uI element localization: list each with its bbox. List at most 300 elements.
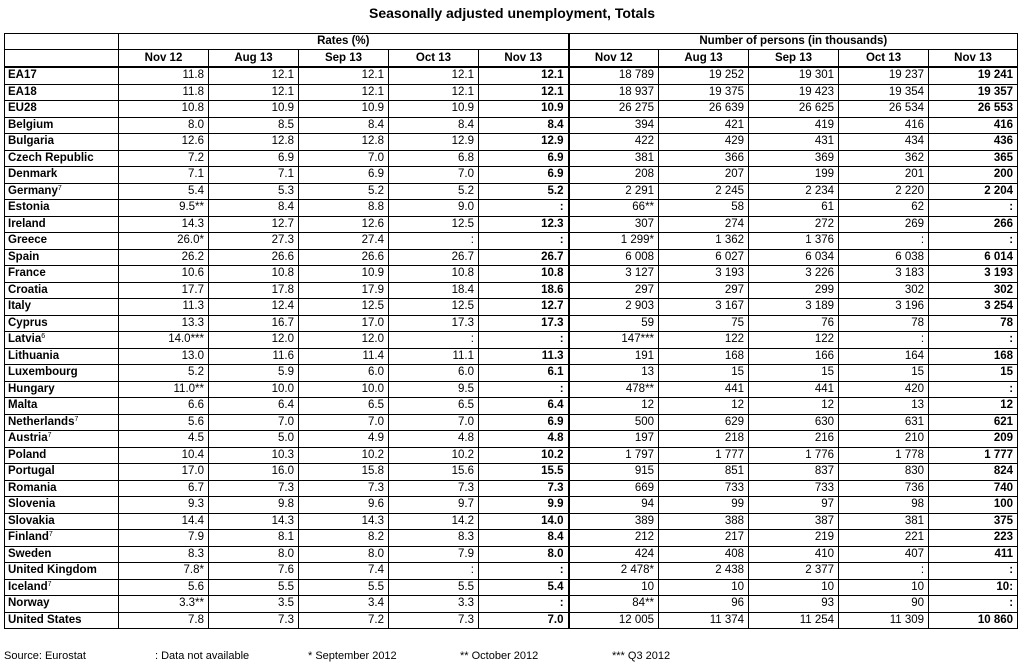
rate-cell: 3.4 [299, 596, 389, 613]
rate-cell: 10.2 [299, 447, 389, 464]
rate-cell: 17.9 [299, 282, 389, 299]
rate-cell: 12.5 [389, 299, 479, 316]
rate-cell: 4.8 [479, 431, 569, 448]
persons-cell: 421 [659, 117, 749, 134]
country-name: EA18 [8, 85, 37, 98]
country-cell [5, 612, 119, 629]
persons-period-header: Aug 13 [659, 50, 749, 68]
rate-cell: 5.6 [119, 579, 209, 596]
rate-cell: 7.1 [119, 167, 209, 184]
persons-cell: 75 [659, 315, 749, 332]
country-cell [5, 282, 119, 299]
rate-cell: 6.7 [119, 480, 209, 497]
country-name: Spain [8, 250, 40, 263]
rate-cell: 12.5 [299, 299, 389, 316]
rate-cell: 12.8 [209, 134, 299, 151]
persons-cell: 362 [839, 150, 929, 167]
country-cell [5, 332, 119, 349]
persons-cell: 297 [569, 282, 659, 299]
persons-cell: 434 [839, 134, 929, 151]
rate-cell: 8.4 [479, 117, 569, 134]
persons-cell: 201 [839, 167, 929, 184]
rate-cell: 11.4 [299, 348, 389, 365]
persons-cell: 12 [749, 398, 839, 415]
persons-cell: 429 [659, 134, 749, 151]
footnotes [4, 650, 1017, 666]
country-cell [5, 84, 119, 101]
table-row [5, 348, 1018, 365]
persons-cell: 10 860 [929, 612, 1018, 629]
persons-period-header: Nov 12 [569, 50, 659, 68]
persons-cell: 18 789 [569, 67, 659, 84]
persons-cell: 200 [929, 167, 1018, 184]
rate-cell: 10.2 [389, 447, 479, 464]
country-name: Latvia [8, 333, 42, 346]
persons-cell: 1 299* [569, 233, 659, 250]
persons-cell: 221 [839, 530, 929, 547]
rate-cell: 7.3 [299, 480, 389, 497]
rate-cell: 6.0 [299, 365, 389, 382]
persons-cell: 223 [929, 530, 1018, 547]
persons-cell: 217 [659, 530, 749, 547]
rate-cell: 12.0 [209, 332, 299, 349]
header-corner [5, 34, 119, 50]
rate-cell: : [479, 332, 569, 349]
table-row [5, 84, 1018, 101]
country-name: Slovakia [8, 514, 55, 527]
rate-cell: 27.4 [299, 233, 389, 250]
persons-cell: 381 [839, 513, 929, 530]
rate-cell: 7.0 [389, 167, 479, 184]
country-name: Greece [8, 234, 48, 247]
persons-cell: 2 478* [569, 563, 659, 580]
country-cell [5, 101, 119, 118]
persons-cell: 407 [839, 546, 929, 563]
table-row [5, 513, 1018, 530]
rate-cell: 5.2 [299, 183, 389, 200]
persons-cell: 408 [659, 546, 749, 563]
rate-cell: 6.9 [209, 150, 299, 167]
rate-cell: 10.0 [209, 381, 299, 398]
rate-cell: 11.8 [119, 67, 209, 84]
country-footnote-marker: 7 [47, 580, 52, 588]
rate-cell: 7.3 [209, 480, 299, 497]
country-cell [5, 216, 119, 233]
rate-cell: 13.3 [119, 315, 209, 332]
table-row [5, 365, 1018, 382]
country-footnote-marker: 7 [47, 432, 52, 440]
persons-cell: 78 [929, 315, 1018, 332]
country-cell [5, 579, 119, 596]
persons-cell: 219 [749, 530, 839, 547]
persons-cell: 13 [569, 365, 659, 382]
persons-cell: 19 241 [929, 67, 1018, 84]
persons-period-header: Nov 13 [929, 50, 1018, 68]
persons-cell: 59 [569, 315, 659, 332]
rate-cell: 11.6 [209, 348, 299, 365]
rate-cell: 5.9 [209, 365, 299, 382]
table-row [5, 480, 1018, 497]
rate-cell: 4.8 [389, 431, 479, 448]
persons-cell: 216 [749, 431, 839, 448]
persons-cell: 274 [659, 216, 749, 233]
table-row [5, 414, 1018, 431]
rate-cell: 26.0* [119, 233, 209, 250]
rate-cell: 5.2 [479, 183, 569, 200]
persons-cell: 19 301 [749, 67, 839, 84]
persons-cell: 10: [929, 579, 1018, 596]
rate-cell: 8.0 [209, 546, 299, 563]
persons-cell: 621 [929, 414, 1018, 431]
country-name: Sweden [8, 547, 52, 560]
country-cell [5, 464, 119, 481]
table-row [5, 563, 1018, 580]
rate-cell: 7.8* [119, 563, 209, 580]
rate-cell: 14.3 [299, 513, 389, 530]
rate-cell: 10.3 [209, 447, 299, 464]
rate-cell: 8.4 [389, 117, 479, 134]
persons-cell: : [839, 332, 929, 349]
rate-cell: 27.3 [209, 233, 299, 250]
persons-cell: 424 [569, 546, 659, 563]
country-cell [5, 233, 119, 250]
rate-cell: : [479, 381, 569, 398]
persons-cell: : [839, 233, 929, 250]
rate-cell: 5.0 [209, 431, 299, 448]
table-row [5, 266, 1018, 283]
persons-cell: 736 [839, 480, 929, 497]
country-name: United Kingdom [8, 564, 97, 577]
persons-cell: 3 183 [839, 266, 929, 283]
rate-cell: 6.6 [119, 398, 209, 415]
persons-cell: 6 027 [659, 249, 749, 266]
persons-cell: 90 [839, 596, 929, 613]
persons-cell: 1 776 [749, 447, 839, 464]
persons-cell: 2 438 [659, 563, 749, 580]
rates-header: Rates (%) [119, 34, 569, 50]
persons-cell: 369 [749, 150, 839, 167]
rate-cell: 11.1 [389, 348, 479, 365]
table-title: Seasonally adjusted unemployment, Totals [368, 5, 656, 21]
persons-cell: 26 625 [749, 101, 839, 118]
rate-cell: 12.6 [119, 134, 209, 151]
country-cell [5, 365, 119, 382]
persons-cell: : [929, 200, 1018, 217]
rate-cell: 8.1 [209, 530, 299, 547]
persons-cell: 394 [569, 117, 659, 134]
persons-cell: 6 038 [839, 249, 929, 266]
country-name: EA17 [8, 69, 37, 82]
rate-cell: 9.6 [299, 497, 389, 514]
country-cell [5, 513, 119, 530]
rate-cell: 6.4 [209, 398, 299, 415]
rate-cell: 8.8 [299, 200, 389, 217]
rate-cell: 7.4 [299, 563, 389, 580]
persons-period-header: Sep 13 [749, 50, 839, 68]
persons-cell: 10 [749, 579, 839, 596]
rate-cell: 11.3 [119, 299, 209, 316]
rate-period-header: Oct 13 [389, 50, 479, 68]
period-header-row [5, 50, 1018, 68]
persons-cell: 208 [569, 167, 659, 184]
rate-cell: 26.2 [119, 249, 209, 266]
persons-cell: : [929, 233, 1018, 250]
persons-cell: : [929, 332, 1018, 349]
rate-cell: 9.5 [389, 381, 479, 398]
country-cell [5, 266, 119, 283]
persons-cell: 122 [749, 332, 839, 349]
country-name: Germany [8, 184, 58, 197]
rate-cell: 17.8 [209, 282, 299, 299]
persons-cell: 99 [659, 497, 749, 514]
rate-cell: 12.1 [209, 67, 299, 84]
persons-cell: 3 193 [659, 266, 749, 283]
country-name: Ireland [8, 217, 46, 230]
country-cell [5, 150, 119, 167]
persons-cell: 630 [749, 414, 839, 431]
persons-cell: 2 204 [929, 183, 1018, 200]
rate-cell: 5.4 [479, 579, 569, 596]
persons-cell: 19 252 [659, 67, 749, 84]
persons-cell: 6 034 [749, 249, 839, 266]
persons-cell: 3 189 [749, 299, 839, 316]
persons-cell: 61 [749, 200, 839, 217]
country-cell [5, 596, 119, 613]
country-cell [5, 480, 119, 497]
persons-cell: 19 375 [659, 84, 749, 101]
table-row [5, 183, 1018, 200]
persons-cell: 98 [839, 497, 929, 514]
table-row [5, 612, 1018, 629]
rate-cell: 12.1 [389, 67, 479, 84]
rate-cell: 3.3** [119, 596, 209, 613]
table-row [5, 101, 1018, 118]
rate-period-header: Sep 13 [299, 50, 389, 68]
rate-cell: 5.2 [389, 183, 479, 200]
persons-cell: 199 [749, 167, 839, 184]
persons-cell: 19 423 [749, 84, 839, 101]
rate-cell: 11.3 [479, 348, 569, 365]
rate-cell: 14.3 [119, 216, 209, 233]
table-row [5, 398, 1018, 415]
rate-cell: 6.5 [389, 398, 479, 415]
rate-cell: 12.1 [209, 84, 299, 101]
persons-cell: 26 275 [569, 101, 659, 118]
persons-cell: 15 [659, 365, 749, 382]
rate-cell: 26.7 [389, 249, 479, 266]
persons-cell: 411 [929, 546, 1018, 563]
country-cell [5, 447, 119, 464]
rate-cell: 7.2 [299, 612, 389, 629]
persons-cell: 915 [569, 464, 659, 481]
persons-cell: 2 220 [839, 183, 929, 200]
rate-cell: 9.3 [119, 497, 209, 514]
table-row [5, 381, 1018, 398]
persons-cell: 375 [929, 513, 1018, 530]
rate-cell: 12.8 [299, 134, 389, 151]
persons-cell: 6 014 [929, 249, 1018, 266]
persons-cell: 19 357 [929, 84, 1018, 101]
rate-cell: 11.8 [119, 84, 209, 101]
footnote-double-star: ** October 2012 [460, 650, 539, 662]
persons-cell: 19 237 [839, 67, 929, 84]
persons-cell: 15 [749, 365, 839, 382]
rate-cell: 10.9 [209, 101, 299, 118]
persons-cell: 10 [659, 579, 749, 596]
persons-header: Number of persons (in thousands) [569, 34, 1018, 50]
country-cell [5, 381, 119, 398]
rate-cell: 18.6 [479, 282, 569, 299]
rate-cell: 8.0 [119, 117, 209, 134]
persons-cell: 147*** [569, 332, 659, 349]
persons-cell: 1 376 [749, 233, 839, 250]
persons-cell: 1 777 [659, 447, 749, 464]
rate-cell: : [479, 200, 569, 217]
country-name: Iceland [8, 580, 48, 593]
country-cell [5, 167, 119, 184]
rate-cell: 12.5 [389, 216, 479, 233]
persons-cell: 733 [659, 480, 749, 497]
rate-period-header: Nov 12 [119, 50, 209, 68]
rate-period-header: Aug 13 [209, 50, 299, 68]
rate-cell: 7.9 [389, 546, 479, 563]
table-row [5, 67, 1018, 84]
rate-cell: 7.0 [209, 414, 299, 431]
country-name: Poland [8, 448, 47, 461]
rate-cell: 18.4 [389, 282, 479, 299]
table-row [5, 332, 1018, 349]
persons-cell: 207 [659, 167, 749, 184]
country-cell [5, 497, 119, 514]
rate-cell: 5.3 [209, 183, 299, 200]
rate-cell: : [479, 563, 569, 580]
rate-cell: 14.3 [209, 513, 299, 530]
country-cell [5, 134, 119, 151]
rate-cell: 10.9 [299, 266, 389, 283]
rate-cell: 6.9 [479, 150, 569, 167]
footnote-triple-star: *** Q3 2012 [612, 650, 671, 662]
persons-cell: : [839, 563, 929, 580]
country-cell [5, 398, 119, 415]
rate-cell: 16.7 [209, 315, 299, 332]
persons-cell: 1 778 [839, 447, 929, 464]
rate-cell: 12.0 [299, 332, 389, 349]
persons-cell: 10 [569, 579, 659, 596]
rate-cell: 26.6 [209, 249, 299, 266]
persons-cell: 500 [569, 414, 659, 431]
persons-cell: 94 [569, 497, 659, 514]
persons-cell: 2 377 [749, 563, 839, 580]
table-row [5, 447, 1018, 464]
rate-cell: 8.4 [479, 530, 569, 547]
persons-cell: : [929, 596, 1018, 613]
rate-cell: 16.0 [209, 464, 299, 481]
rate-cell: : [389, 332, 479, 349]
persons-cell: 416 [839, 117, 929, 134]
persons-cell: 269 [839, 216, 929, 233]
persons-cell: 218 [659, 431, 749, 448]
country-cell [5, 315, 119, 332]
persons-cell: 26 534 [839, 101, 929, 118]
persons-cell: 389 [569, 513, 659, 530]
persons-cell: 272 [749, 216, 839, 233]
persons-cell: 3 127 [569, 266, 659, 283]
country-footnote-marker: 7 [48, 531, 53, 539]
table-row [5, 579, 1018, 596]
persons-cell: 11 374 [659, 612, 749, 629]
rate-cell: 5.5 [389, 579, 479, 596]
table-row [5, 299, 1018, 316]
persons-cell: 266 [929, 216, 1018, 233]
country-name: Estonia [8, 201, 50, 214]
rate-cell: : [389, 563, 479, 580]
country-footnote-marker: 6 [41, 333, 46, 341]
country-name: Czech Republic [8, 151, 94, 164]
persons-cell: 168 [659, 348, 749, 365]
country-name: Croatia [8, 283, 48, 296]
country-name: Denmark [8, 168, 58, 181]
persons-cell: 18 937 [569, 84, 659, 101]
country-cell [5, 563, 119, 580]
rate-cell: 6.8 [389, 150, 479, 167]
table-row [5, 150, 1018, 167]
country-name: Austria [8, 432, 48, 445]
persons-cell: 3 196 [839, 299, 929, 316]
rate-cell: 7.0 [389, 414, 479, 431]
persons-cell: 12 [569, 398, 659, 415]
rate-cell: 10.6 [119, 266, 209, 283]
persons-cell: 168 [929, 348, 1018, 365]
country-cell [5, 249, 119, 266]
rate-cell: 12.4 [209, 299, 299, 316]
rate-cell: 5.5 [209, 579, 299, 596]
table-row [5, 249, 1018, 266]
rate-cell: 8.5 [209, 117, 299, 134]
table-row [5, 167, 1018, 184]
table-row [5, 315, 1018, 332]
persons-cell: 62 [839, 200, 929, 217]
table-row [5, 464, 1018, 481]
rate-cell: 5.4 [119, 183, 209, 200]
persons-cell: 733 [749, 480, 839, 497]
rate-cell: 8.3 [119, 546, 209, 563]
persons-cell: 851 [659, 464, 749, 481]
persons-cell: 209 [929, 431, 1018, 448]
rate-period-header: Nov 13 [479, 50, 569, 68]
rate-cell: 4.5 [119, 431, 209, 448]
persons-cell: 830 [839, 464, 929, 481]
country-cell [5, 546, 119, 563]
rate-cell: 15.5 [479, 464, 569, 481]
rate-cell: 10.9 [389, 101, 479, 118]
country-cell [5, 414, 119, 431]
country-name: Hungary [8, 382, 55, 395]
persons-cell: 1 777 [929, 447, 1018, 464]
country-name: Bulgaria [8, 135, 55, 148]
persons-cell: 441 [659, 381, 749, 398]
country-name: Slovenia [8, 498, 56, 511]
rate-cell: 12.1 [299, 84, 389, 101]
persons-cell: 100 [929, 497, 1018, 514]
country-name: United States [8, 613, 82, 626]
rate-cell: 14.2 [389, 513, 479, 530]
rate-cell: 8.4 [209, 200, 299, 217]
persons-cell: 13 [839, 398, 929, 415]
persons-cell: 365 [929, 150, 1018, 167]
rate-cell: 10.8 [389, 266, 479, 283]
rate-cell: 6.9 [479, 167, 569, 184]
rate-cell: 12.7 [479, 299, 569, 316]
